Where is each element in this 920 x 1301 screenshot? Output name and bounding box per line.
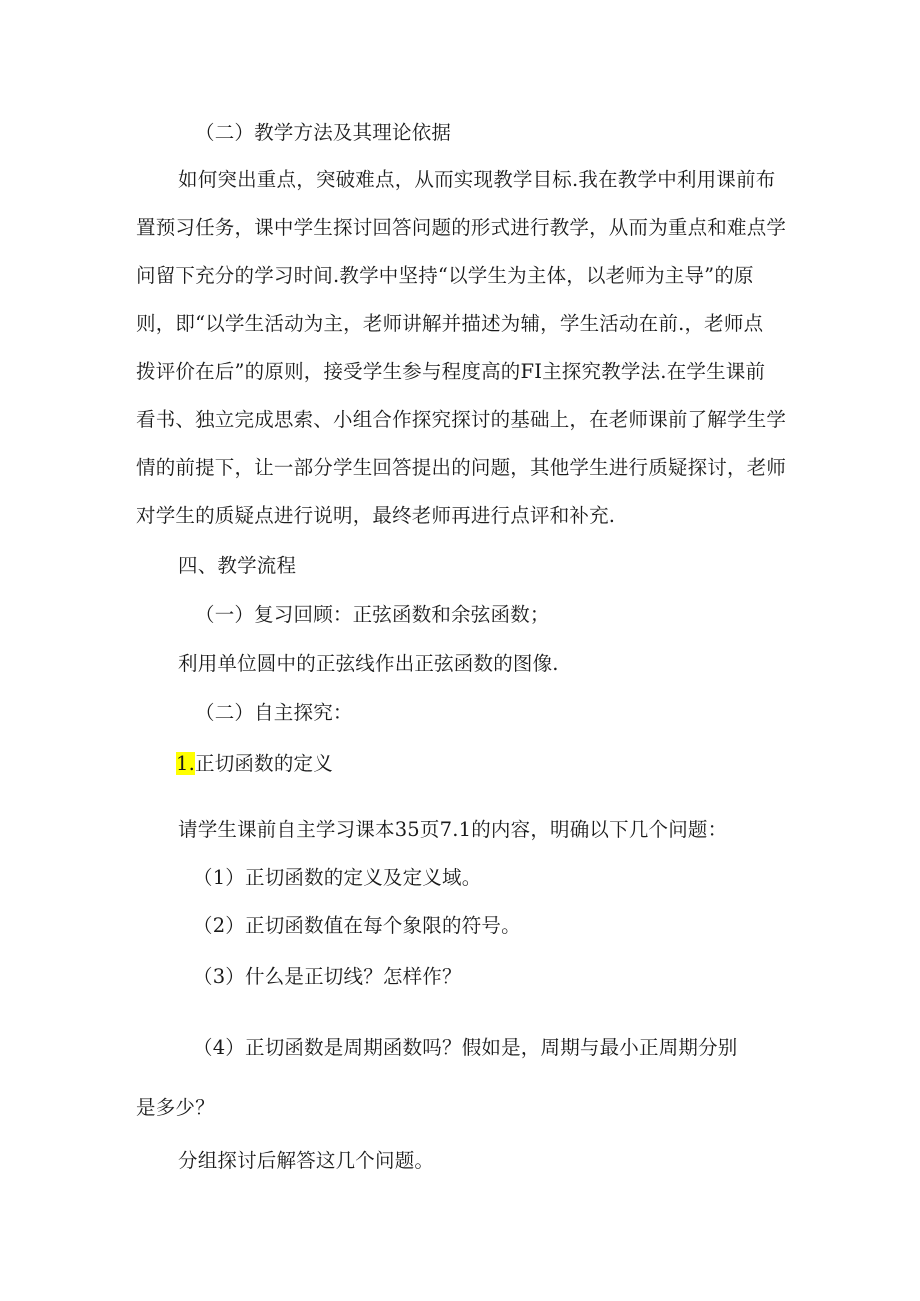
instruction-text: 请学生课前自主学习课本35页7.1的内容，明确以下几个问题： (178, 818, 728, 841)
item-1-heading (176, 750, 333, 778)
closing-text: 分组探讨后解答这几个问题。 (178, 1149, 435, 1172)
paragraph-line-1: 如何突出重点，突破难点，从而实现教学目标.我在教学中利用课前布 (178, 168, 776, 191)
question-3: （3）什么是正切线？怎样作？ (193, 965, 462, 988)
paragraph-line-6: 看书、独立完成思索、小组合作探究探讨的基础上，在老师课前了解学生学 (136, 408, 787, 431)
heading-teaching-method: （二）教学方法及其理论依据 (195, 121, 452, 144)
paragraph-line-7: 情的前提下，让一部分学生回答提出的问题，其他学生进行质疑探讨，老师 (136, 456, 787, 479)
question-2: （2）正切函数值在每个象限的符号。 (193, 914, 521, 937)
heading-self-explore: （二）自主探究： (195, 701, 353, 724)
item-1-number: 1. (176, 752, 196, 775)
review-text: 利用单位圆中的正弦线作出正弦函数的图像. (178, 652, 559, 675)
question-4: （4）正切函数是周期函数吗？假如是，周期与最小正周期分别 (193, 1036, 738, 1059)
heading-teaching-process: 四、教学流程 (178, 554, 297, 577)
paragraph-line-8: 对学生的质疑点进行说明，最终老师再进行点评和补充. (136, 504, 616, 527)
item-1-title: 正切函数的定义 (195, 752, 333, 775)
paragraph-line-3: 问留下充分的学习时间.教学中坚持“以学生为主体，以老师为主导”的原 (136, 264, 754, 287)
question-4-continuation: 是多少？ (136, 1096, 215, 1119)
heading-review: （一）复习回顾：正弦函数和余弦函数； (195, 603, 550, 626)
paragraph-line-4: 则，即“以学生活动为主，老师讲解并描述为辅，学生活动在前.，老师点 (136, 312, 764, 335)
paragraph-line-5: 拨评价在后”的原则，接受学生参与程度高的FI主探究教学法.在学生课前 (136, 360, 766, 383)
question-1: （1）正切函数的定义及定义域。 (193, 866, 482, 889)
paragraph-line-2: 置预习任务，课中学生探讨回答问题的形式进行教学，从而为重点和难点学 (136, 216, 787, 239)
